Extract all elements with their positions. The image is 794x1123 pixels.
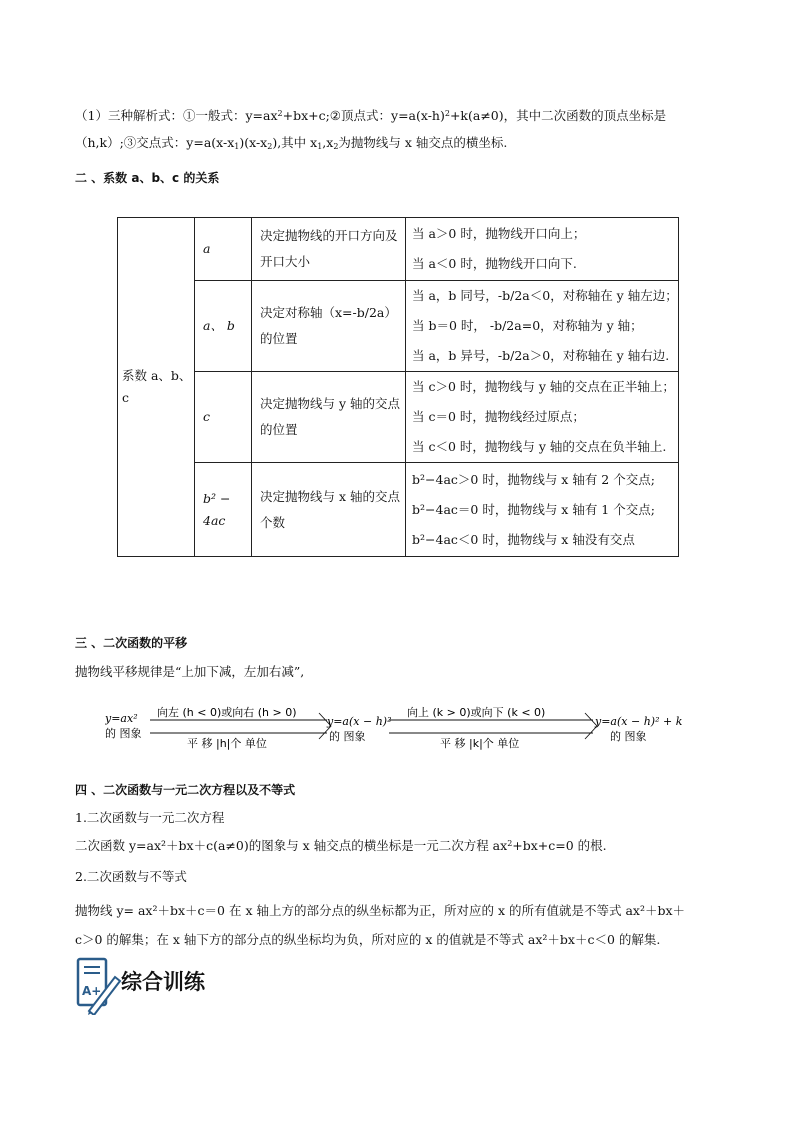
table-effects [406,281,679,372]
coefficient-table [117,217,679,557]
table-symbol: c [195,372,252,463]
table-meaning: 决定抛物线与 x 轴的交点个数 [252,463,406,557]
arrow1-units: 平 移 |h|个 单位 [187,737,267,750]
effect-line: b²−4ac＞0 时，抛物线与 x 轴有 2 个交点; [412,471,655,487]
effect-line: b²−4ac＝0 时，抛物线与 x 轴有 1 个交点; [412,501,655,517]
table-row-label: 系数 a、b、c [118,218,195,557]
table-meaning: 决定抛物线的开口方向及开口大小 [252,218,406,281]
equation-roots-text: 二次函数 y=ax²＋bx＋c(a≠0)的图象与 x 轴交点的横坐标是一元二次方程 $ax^2+bx+c=0$ 的根. [75,838,607,853]
table-effects [406,463,679,557]
subheading-inequality: 2.二次函数与不等式 [75,869,187,884]
table-effects [406,372,679,463]
table-symbol: a、 b [195,281,252,372]
vertex-form-line-1: （1）三种解析式：①一般式：$y=ax^2+bx+c;②$顶点式：$y=a(x-h)^2+k(a\ne 0)$，其中二次函数的顶点坐标是 [75,108,667,123]
subheading-equation: 1.二次函数与一元二次方程 [75,810,225,825]
table-symbol: b² − 4ac [195,463,252,557]
effect-line: 当 c＜0 时，抛物线与 y 轴的交点在负半轴上. [412,439,667,454]
effect-line: 当 c＝0 时，抛物线经过原点； [412,409,585,424]
inequality-text-line-1: 抛物线 y= ax²＋bx＋c＝0 在 x 轴上方的部分点的纵坐标都为正，所对应的 x 的所有值就是不等式 ax²＋bx＋ [75,903,686,918]
svg-text:A+: A+ [82,984,102,998]
inequality-text-line-2: c＞0 的解集；在 x 轴下方的部分点的纵坐标均为负，所对应的 x 的值就是不等式 ax²＋bx＋c＜0 的解集. [75,932,661,947]
effect-line: 当 a，b 同号，-b/2a＜0，对称轴在 y 轴左边； [412,288,678,303]
table-meaning: 决定抛物线与 y 轴的交点的位置 [252,372,406,463]
arrow1-condition: 向左 (h < 0)或向右 (h > 0) [157,706,297,719]
eq-shifted-h: y=a(x − h)² [327,715,392,728]
section-heading-coefficients: 二 、系数 a、b、c 的关系 [75,171,220,185]
shift-rule-text: 抛物线平移规律是“上加下减，左加右减”, [75,664,305,679]
section-heading-translation: 三 、二次函数的平移 [75,636,188,650]
effect-line: 当 a＞0 时，抛物线开口向上； [412,226,586,241]
effect-line: 当 b＝0 时， -b/2a=0，对称轴为 y 轴； [412,318,643,333]
training-title: 综合训练 [121,970,205,994]
eq-original: y=ax² [105,712,138,725]
eq-final-caption: 的 图象 [610,730,647,743]
effect-line: b²−4ac＜0 时，抛物线与 x 轴没有交点 [412,531,635,547]
arrow2-units: 平 移 |k|个 单位 [440,737,520,750]
eq-shifted-h-caption: 的 图象 [329,730,366,743]
arrow2-condition: 向上 (k > 0)或向下 (k < 0) [407,706,546,719]
table-symbol: a [195,218,252,281]
exam-paper-pen-icon [75,955,123,1015]
section-heading-equations-inequalities: 四 、二次函数与一元二次方程以及不等式 [75,783,296,797]
translation-diagram [105,703,705,753]
eq-final: y=a(x − h)² + k [595,715,683,728]
effect-line: 当 a＜0 时，抛物线开口向下. [412,256,577,271]
eq-original-caption: 的 图象 [105,727,142,740]
table-effects [406,218,679,281]
effect-line: 当 a，b 异号，-b/2a＞0，对称轴在 y 轴右边. [412,348,670,363]
table-meaning: 决定对称轴（x=-b/2a）的位置 [252,281,406,372]
effect-line: 当 c＞0 时，抛物线与 y 轴的交点在正半轴上； [412,379,675,394]
intercept-form-line-2: （h,k）;③交点式：$y=a(x-x_1)(x-x_2)$,其中 $x_1,x_2$为抛物线与 x 轴交点的横坐标. [75,135,508,151]
